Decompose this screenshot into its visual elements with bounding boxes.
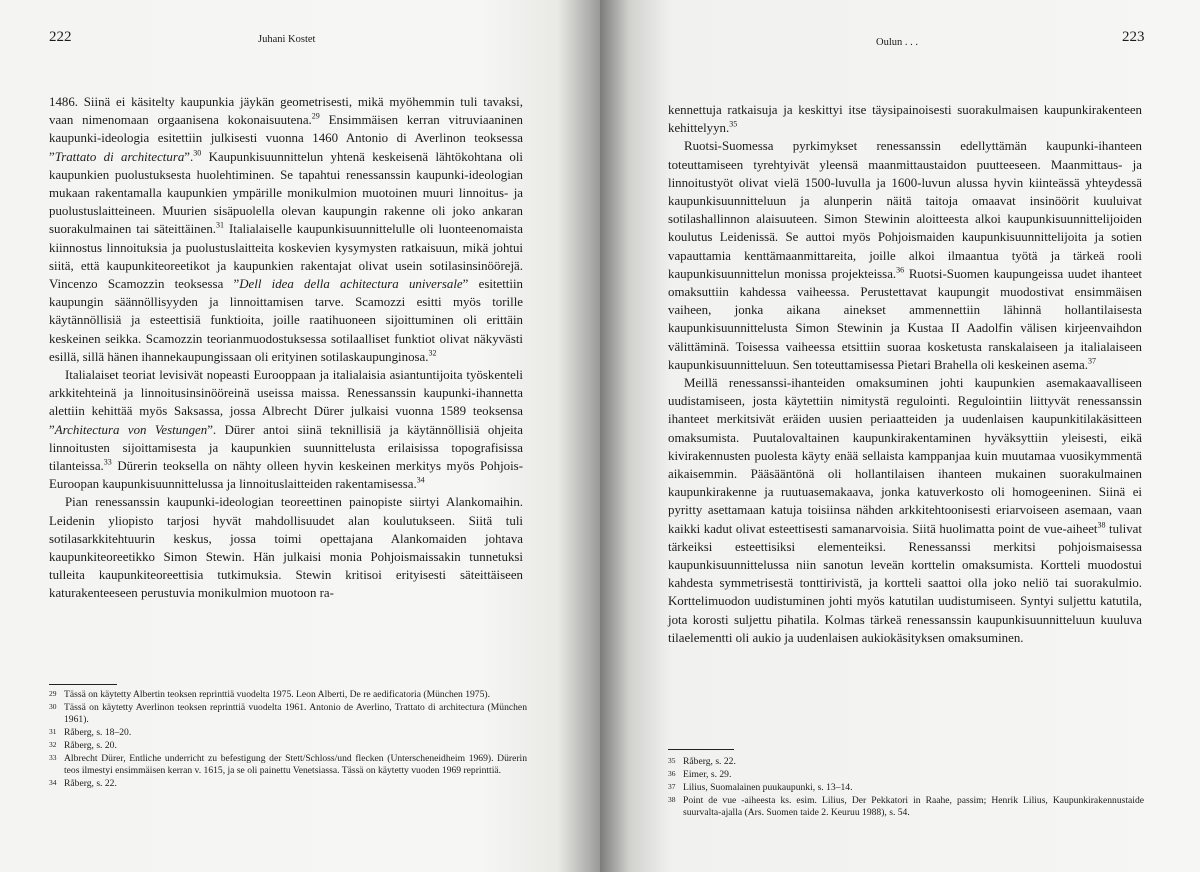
text-run: Italialaiselle kaupunkisuunnittelulle oli luonteenomaista kiinnostus linnoituksia ja puolustuslaitteita koskevien kysymysten ratkaisuun, mikä johtui siitä, että kaupunkiteoreetikot ja kaupunkien rakentajat olivat usein sotilasinsinöörejä. Vincenzo Scamozzin teoksessa ”	[49, 222, 523, 292]
footnote-ref: 32	[428, 348, 437, 358]
footnote-text: Råberg, s. 22.	[683, 756, 736, 767]
footnote-ref: 37	[1087, 356, 1096, 366]
text-run: Kaupunkisuunnittelun yhtenä keskeisenä lähtökohtana oli kaupunkien puolustuksesta huolehtiminen. Se tapahtui renessanssin kaupunki-ideologian mukaan rakentamalla kaupunkien ympärille monikulmion muotoinen muuri linnoitus- ja puolustuslaitteineen. Muurien sisäpuolella olevan kaupungin rakenne oli joko ankaran suorakulmainen tai säteittäinen.	[49, 149, 523, 237]
footnote-mark: 30	[49, 701, 57, 711]
footnote	[49, 778, 527, 790]
text-run: ”.	[184, 149, 194, 164]
italic-title: Architectura von Vestungen	[54, 422, 208, 437]
paragraph	[49, 366, 523, 493]
paragraph	[668, 137, 1142, 374]
footnote-ref: 38	[1097, 520, 1106, 530]
paragraph	[49, 93, 523, 366]
footnote	[49, 753, 527, 778]
text-run: Italialaiset teoriat levisivät nopeasti Eurooppaan ja italialaisia asiantuntijoita työskenteli arkkitehteinä ja linnoitusinsinööreinä useissa maissa. Renessanssin kaupunki-ihannetta alettiin kehittää myös Saksassa, jossa Albrecht Dürer julkaisi vuonna 1589 teoksensa ”	[49, 368, 523, 437]
footnote-text: Tässä on käytetty Albertin teoksen reprinttiä vuodelta 1975. Leon Alberti, De re aedificatoria (München 1975).	[64, 689, 490, 700]
footnote	[668, 782, 1144, 794]
footnote-mark: 34	[49, 778, 57, 788]
running-head: Juhani Kostet	[258, 34, 316, 45]
footnote-mark: 29	[49, 689, 57, 698]
footnote-rule	[49, 684, 117, 685]
page-number: 222	[49, 29, 72, 45]
body-text	[668, 101, 1142, 647]
text-run: ” esitettiin kaupungin säännöllisyyden ja linnoittamisen tarve. Scamozzi esitti myös torille käytännöllisiä ja esteettisiä funktioita, joille raatihuoneen sijoittuminen oli erittäin keskeinen seikka. Scamozzin teorianmuodostuksessa sotilaalliset funktiot olivat näkyvästi esillä, sillä hänen ihannekaupungissaan oli erityinen sotilaskaupunginosa.	[49, 277, 524, 364]
footnote-ref: 36	[896, 265, 905, 275]
footnote-mark: 37	[668, 781, 676, 791]
text-run: tulivat tärkeiksi esteettisiksi elementeiksi. Renessanssi merkitsi pohjoismaisessa kaupunkisuunnittelussa niin sanotun leveän korttelin omaksumista. Kortteli muodostui kahdesta symmetrisestä tonttirivistä, ja kortteli saattoi olla joko neliö tai suorakulmio. Korttelimuodon uudistuminen johti myös katutilan uudistumiseen. Syntyi suljettu katutila, jota korosti suljettu pihatila. Kolmas tärkeä renessanssin kaupunkisuunnitteluun kuuluva tilaelementti oli aukio ja uudenlaisen aukiokäsityksen omaksuminen.	[668, 521, 1142, 645]
footnote-mark: 36	[668, 768, 676, 778]
footnote-text: Råberg, s. 20.	[64, 740, 117, 752]
text-run: Ruotsi-Suomen kaupungeissa uudet ihanteet omaksuttiin kahdessa vaiheessa. Perustettavat kaupungit muodostivat ensimmäisen vaiheen, jonka aikana ainekset ammennettiin lähinnä hollantilaisesta kaupunkisuunnittelusta Simon Stewinin ja Kustaa II Aadolfin välisen kirjeenvaihdon välittäminä. Toisessa vaiheessa etsittiin suoraa kosketusta ranskalaiseen ja italialaiseen kaupunkisuunnitteluun. Sen toteuttamisessa Pietari Brahella oli keskeinen asema.	[668, 266, 1142, 372]
paragraph	[49, 493, 523, 602]
footnote	[668, 756, 1144, 768]
footnote-mark: 31	[49, 727, 57, 737]
footnotes	[49, 689, 527, 791]
italic-title: Trattato di architectura	[54, 149, 185, 164]
page-number: 223	[1122, 29, 1145, 45]
running-head: Oulun . . .	[876, 37, 918, 48]
footnote-text: Albrecht Dürer, Entliche underricht zu befestigung der Stett/Schloss/und flecken (Unterscheneidheim 1969). Dürerin teos ilmestyi ensimmäisen kerran v. 1615, ja se oli painettu Venetsiassa. Tässä on käytetty vuoden 1969 reprinttiä.	[64, 753, 527, 777]
footnote-text: Råberg, s. 18–20.	[64, 727, 132, 739]
right-page	[600, 0, 1200, 872]
text-run: 1486. Siinä ei käsitelty kaupunkia jäykän geometrisesti, mikä myöhemmin tuli tavaksi, vaan nimenomaan orgaanisena kokonaisuutena.	[49, 95, 523, 128]
footnote-ref: 34	[416, 475, 425, 485]
footnote-ref: 29	[311, 111, 320, 121]
text-run: Pian renessanssin kaupunki-ideologian teoreettinen painopiste siirtyi Alankomaihin. Leidenin yliopisto tarjosi hyvät mahdollisuudet alan koulutukseen. Siitä tuli sotilasarkkitehtuurin keskus, jossa toimi opettajana Alankomaiden johtava kaupunkiteoreetikko Simon Stewin. Hän julkaisi monia Pohjoismaissakin tunnetuksi tulleita kaupunkiteoreettisia tutkimuksia. Stewin kritisoi erityisesti säteittäiseen katurakenteeseen perustuvia monikulmion muotoon ra-	[49, 495, 523, 601]
body-text	[49, 93, 523, 603]
text-run: Meillä renessanssi-ihanteiden omaksuminen johti kaupunkien asemakaavalliseen uudistamiseen, josta käytettiin nimitystä regulointi. Regulointiin liittyvät renessanssin ihanteet merkitsivät eräiden uusien periaatteiden ja uudenlaisen kaupunkitilakäsitteen omaksumista. Puutalovaltainen kaupunkirakentaminen hyväksyttiin yleisesti, eikä kivirakennusten puolesta käyty enää sellaista kamppanjaa kuin muutamaa vuosikymmentä aikaisemmin. Pääsääntönä oli hollantilaisen ihanteen mukainen suorakulmainen kaupunkirakenne ja ruutuasemakaava, jonka katuverkosto oli homogeeninen. Siinä ei pyritty asettamaan katuja toisiinsa nähden arkkitehtoonisesti eriarvoiseen asemaan, vaan kaikki kadut olivat esteettisesti samanarvoisia. Siitä huolimatta point de vue-aiheet	[668, 376, 1142, 536]
footnote	[49, 740, 527, 752]
footnote-ref: 31	[216, 221, 225, 231]
footnote	[49, 689, 527, 701]
footnote-text: Tässä on käytetty Averlinon teoksen reprinttiä vuodelta 1961. Antonio de Averlino, Trattato di architectura (München 1961).	[64, 701, 527, 726]
footnote	[49, 702, 527, 727]
footnote-ref: 33	[103, 457, 112, 467]
footnote-ref: 35	[729, 119, 738, 129]
text-run: ”. Dürer antoi siinä teknillisiä ja käytännöllisiä ohjeita linnoitusten sijoittamisesta ja kaupunkien suunnittelusta erilaisissa topografisissa tilanteissa.	[49, 422, 523, 474]
text-run: kennettuja ratkaisuja ja keskittyi itse täysipainoisesti suorakulmaisen kaupunkirakenteen kehittelyyn.	[668, 103, 1142, 136]
footnote	[668, 795, 1144, 820]
paragraph	[668, 101, 1142, 137]
italic-title: Dell idea della achitectura universale	[239, 277, 463, 292]
text-run: Dürerin teoksella on nähty olleen hyvin keskeinen merkitys myös Pohjois-Euroopan kaupunkisuunnittelussa ja linnoituslaitteiden rakentamisessa.	[49, 459, 523, 492]
footnote-mark: 33	[49, 753, 57, 763]
footnote-text: Råberg, s. 22.	[64, 778, 117, 790]
text-run: Ensimmäisen kerran vitruviaaninen kaupunki-ideologia esitettiin julkisesti vuonna 1460 Antonio di Averlinon teoksessa ”	[49, 113, 523, 164]
footnote-rule	[668, 749, 734, 750]
footnote-text: Point de vue -aiheesta ks. esim. Lilius, Der Pekkatori in Raahe, passim; Henrik Lilius, Kaupunkirakennustaide suurvalta-ajalla (Ars. Suomen taide 2. Keuruu 1988), s. 54.	[683, 794, 1144, 819]
footnote-mark: 32	[49, 740, 57, 750]
footnote-mark: 38	[668, 794, 676, 804]
text-run: Ruotsi-Suomessa pyrkimykset renessanssin edellyttämän kaupunki-ihanteen toteuttamiseen tyrehtyivät yleensä maanmittaustaidon puutteeseen. Maanmittaus- ja linnoitustyöt olivat vielä 1500-luvulla ja 1600-luvun alussa hyvin kiinteässä yhteydessä kaupunkisuunnitteluun ja alunperin näitä taitoja omaavat insinöörit kuuluivat sotilashallinnon alaisuuteen. Simon Stewinin aloitteesta alkoi kaupunkisuunnittelijoiden koulutus Leidenissä. Se auttoi myös Pohjoismaiden kaupunkisuunnittelijoita ja sotien vapauttamia kenttämaanmittareita, joille alkoi ilmaantua työtä ja tärkeä rooli kaupunkisuunnittelun monissa projekteissa.	[668, 139, 1142, 281]
footnote-ref: 30	[193, 148, 202, 158]
paragraph	[668, 374, 1142, 647]
footnote	[49, 727, 527, 739]
footnote	[668, 769, 1144, 781]
footnote-text: Lilius, Suomalainen puukaupunki, s. 13–14.	[683, 781, 853, 793]
footnote-text: Eimer, s. 29.	[683, 768, 732, 780]
footnote-mark: 35	[668, 756, 676, 765]
footnotes	[668, 756, 1144, 820]
